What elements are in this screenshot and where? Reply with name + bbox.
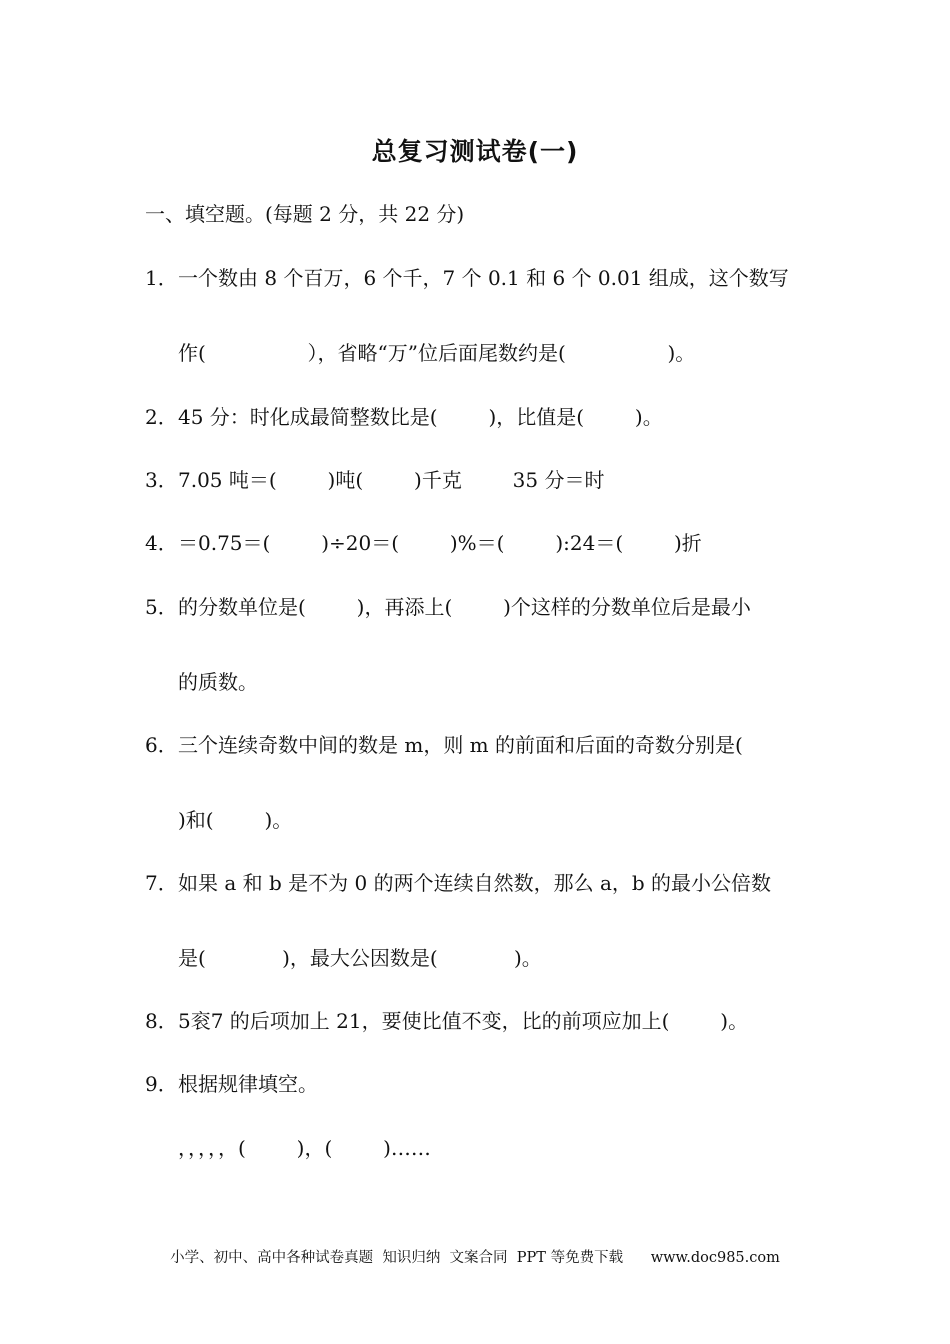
question-number: 3． <box>145 468 178 492</box>
section-heading: 一、填空题。(每题 2 分，共 22 分) <box>145 202 465 226</box>
question-6-continued: )和( )。 <box>178 808 293 832</box>
question-text: 5衮7 的后项加上 21，要使比值不变，比的前项应加上( )。 <box>178 1009 749 1033</box>
question-8 <box>145 1007 748 1035</box>
question-number: 1． <box>145 266 178 290</box>
question-text: 一个数由 8 个百万，6 个千，7 个 0.1 和 6 个 0.01 组成，这个数写 <box>178 266 789 290</box>
question-text: 如果 a 和 b 是不为 0 的两个连续自然数，那么 a，b 的最小公倍数 <box>178 871 772 895</box>
question-5-continued: 的质数。 <box>178 670 258 694</box>
question-6 <box>145 731 743 759</box>
question-text: ＝0.75＝( )÷20＝( )%＝( ):24＝( )折 <box>178 531 702 555</box>
question-9 <box>145 1070 318 1098</box>
question-7-continued: 是( )，最大公因数是( )。 <box>178 946 542 970</box>
page-footer: 小学、初中、高中各种试卷真题 知识归纳 文案合同 PPT 等免费下载 www.doc985.com <box>170 1250 780 1266</box>
question-7 <box>145 869 771 897</box>
page-title: 总复习测试卷(一) <box>371 137 579 166</box>
question-text: 三个连续奇数中间的数是 m，则 m 的前面和后面的奇数分别是( <box>178 733 743 757</box>
question-number: 5． <box>145 595 178 619</box>
question-number: 9． <box>145 1072 178 1096</box>
question-number: 2． <box>145 405 178 429</box>
question-2 <box>145 403 663 431</box>
question-9-sequence: ，，，，，( )，( )…… <box>178 1136 431 1160</box>
question-number: 7． <box>145 871 178 895</box>
question-number: 8． <box>145 1009 178 1033</box>
question-text: 的分数单位是( )，再添上( )个这样的分数单位后是最小 <box>178 595 751 619</box>
question-1-continued: 作( ），省略“万”位后面尾数约是( )。 <box>178 341 696 365</box>
question-3 <box>145 466 604 494</box>
question-text: 45 分：时化成最简整数比是( )，比值是( )。 <box>178 405 663 429</box>
question-text: 7.05 吨＝( )吨( )千克 35 分＝时 <box>178 468 605 492</box>
question-1 <box>145 264 789 292</box>
question-5 <box>145 593 751 621</box>
question-number: 4． <box>145 531 178 555</box>
question-4 <box>145 529 702 557</box>
question-number: 6． <box>145 733 178 757</box>
question-text: 根据规律填空。 <box>178 1072 318 1096</box>
